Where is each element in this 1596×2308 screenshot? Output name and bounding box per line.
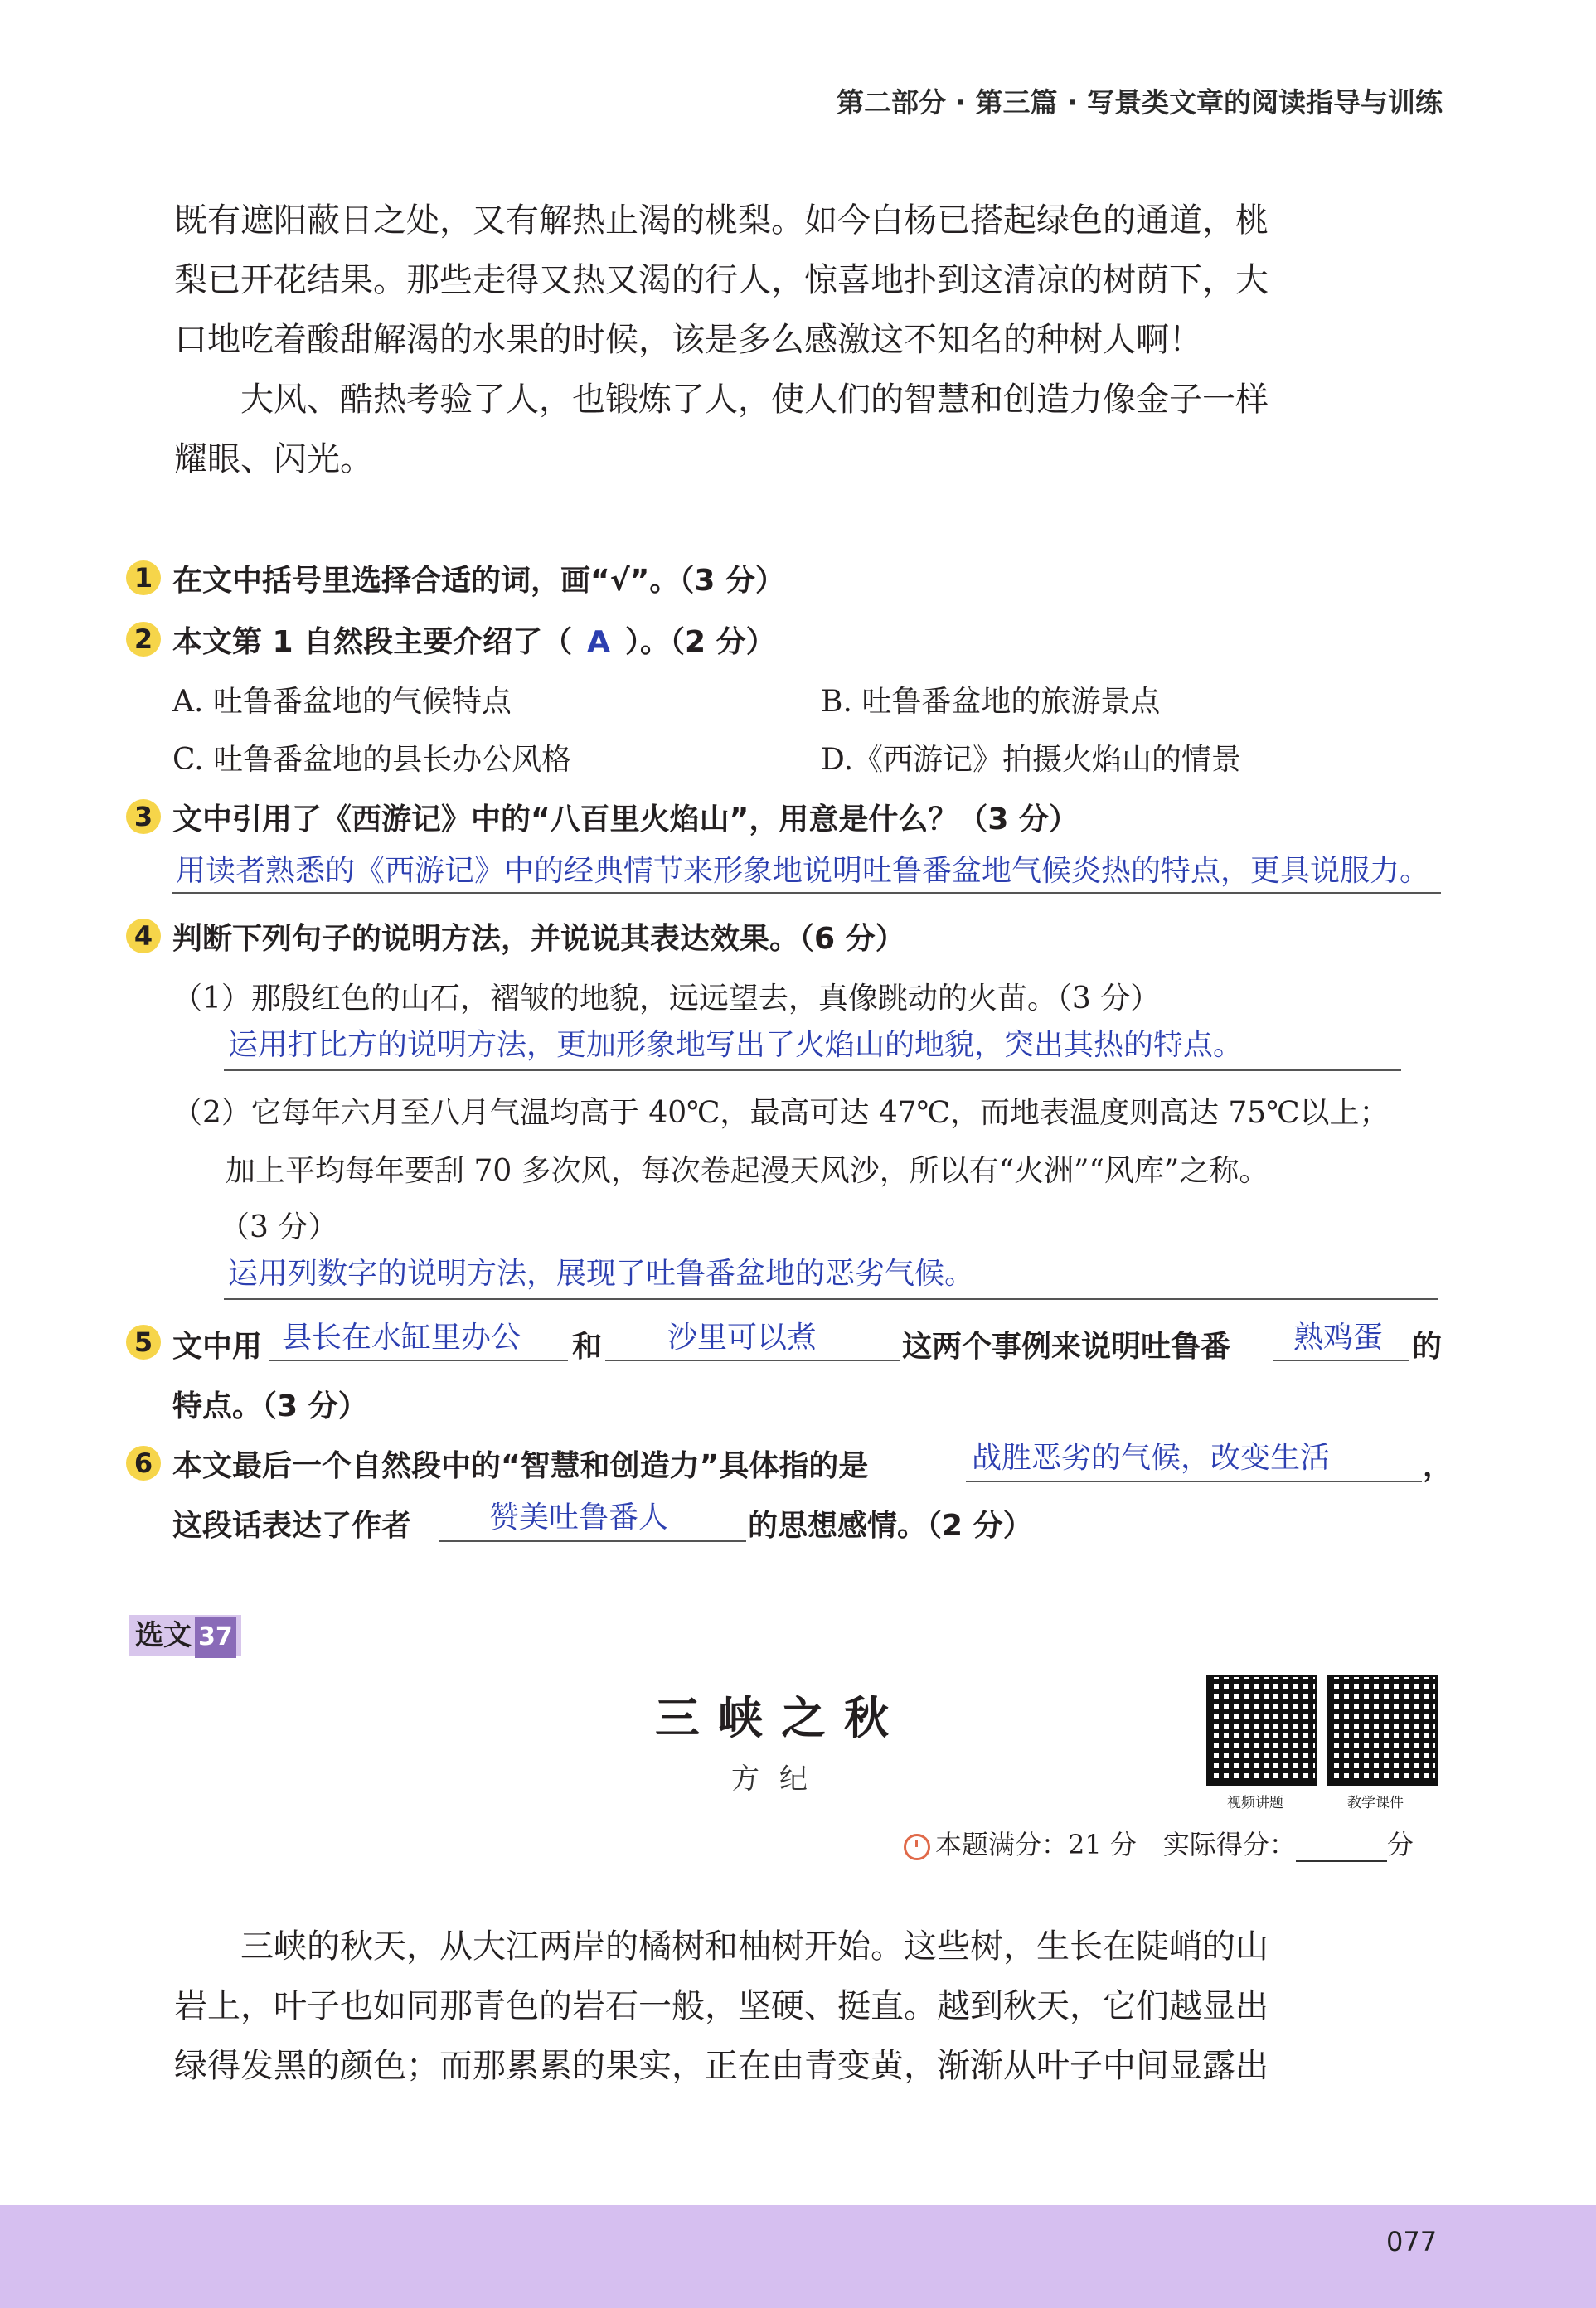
passage-line: 耀眼、闪光。: [174, 440, 373, 478]
question-5-part: 和: [572, 1330, 603, 1364]
question-1-text: 在文中括号里选择合适的词，画“√”。（3 分）: [172, 564, 785, 598]
option-b: B. 吐鲁番盆地的旅游景点: [821, 685, 1161, 719]
question-number-badge: 2: [126, 622, 161, 657]
article-author: 方纪: [731, 1763, 827, 1796]
question-6-part: 的思想感情。（2 分）: [748, 1509, 1033, 1543]
blank-line: [966, 1481, 1422, 1482]
question-5-answer-3: 熟鸡蛋: [1293, 1321, 1384, 1355]
passage-line: 三峡的秋天，从大江两岸的橘树和柚树开始。这些树，生长在陡峭的山: [174, 1927, 1269, 1966]
question-6-answer-1: 战胜恶劣的气候，改变生活: [972, 1441, 1331, 1475]
clock-icon: [904, 1834, 930, 1860]
blank-line: [439, 1540, 746, 1542]
question-2-after: ）。（2 分）: [625, 625, 776, 659]
option-d: D.《西游记》拍摄火焰山的情景: [821, 743, 1242, 777]
blank-line: [269, 1360, 568, 1361]
question-number-badge: 3: [126, 799, 161, 834]
answer-line: [224, 1069, 1401, 1071]
option-a: A. 吐鲁番盆地的气候特点: [172, 685, 512, 719]
passage-line: 大风、酷热考验了人，也锻炼了人，使人们的智慧和创造力像金子一样: [174, 381, 1269, 419]
qr-code-icon[interactable]: [1327, 1675, 1438, 1786]
running-header: 第二部分 · 第三篇 · 写景类文章的阅读指导与训练: [836, 86, 1443, 119]
question-4-answer-2: 运用列数字的说明方法，展现了吐鲁番盆地的恶劣气候。: [228, 1257, 975, 1291]
score-blank: [1296, 1835, 1387, 1862]
question-4-sub-2-line: （2）它每年六月至八月气温均高于 40℃，最高可达 47℃，而地表温度则高达 75℃以上；: [172, 1096, 1390, 1130]
question-5-part: 文中用: [172, 1330, 263, 1364]
question-5-part: 的: [1412, 1330, 1443, 1364]
score-line: [904, 1824, 1414, 1862]
question-6-answer-2: 赞美吐鲁番人: [489, 1501, 669, 1535]
qr-label-courseware: 教学课件: [1347, 1795, 1404, 1811]
question-6-part: ，: [1423, 1449, 1453, 1483]
question-4-sub-2-line: 加上平均每年要刮 70 多次风，每次卷起漫天风沙，所以有“火洲”“风库”之称。: [226, 1154, 1269, 1188]
question-3-text: 文中引用了《西游记》中的“八百里火焰山”，用意是什么？（3 分）: [172, 802, 1079, 836]
qr-code-icon[interactable]: [1206, 1675, 1317, 1786]
article-title: 三峡之秋: [655, 1691, 907, 1744]
passage-line: 梨已开花结果。那些走得又热又渴的行人，惊喜地扑到这清凉的树荫下，大: [174, 261, 1269, 299]
question-4-text: 判断下列句子的说明方法，并说说其表达效果。（6 分）: [172, 922, 905, 956]
question-4-sub-2-line: （3 分）: [220, 1210, 338, 1244]
score-unit: 分: [1386, 1829, 1414, 1860]
passage-line: 岩上，叶子也如同那青色的岩石一般，坚硬、挺直。越到秋天，它们越显出: [174, 1987, 1269, 2025]
question-5-part: 特点。（3 分）: [172, 1389, 368, 1423]
question-6-part: 这段话表达了作者: [172, 1509, 412, 1543]
question-number-badge: 4: [126, 919, 161, 953]
question-6-part: 本文最后一个自然段中的“智慧和创造力”具体指的是: [172, 1449, 869, 1483]
question-5-answer-2: 沙里可以煮: [667, 1321, 817, 1355]
question-2-text: [172, 618, 776, 661]
passage-line: 绿得发黑的颜色；而那累累的果实，正在由青变黄，渐渐从叶子中间显露出: [174, 2047, 1269, 2085]
page-number: 077: [1386, 2226, 1438, 2257]
footer-band: [0, 2205, 1596, 2308]
question-2-answer: A: [587, 625, 610, 659]
question-3-answer: 用读者熟悉的《西游记》中的经典情节来形象地说明吐鲁番盆地气候炎热的特点，更具说服力。: [176, 854, 1430, 888]
question-number-badge: 1: [126, 560, 161, 595]
blank-line: [1273, 1360, 1409, 1361]
passage-line: 口地吃着酸甜解渴的水果的时候，该是多么感激这不知名的种树人啊！: [174, 321, 1202, 359]
question-4-sub-1: （1）那殷红色的山石，褶皱的地貌，远远望去，真像跳动的火苗。（3 分）: [172, 982, 1161, 1016]
option-c: C. 吐鲁番盆地的县长办公风格: [172, 743, 572, 777]
answer-line: [172, 892, 1441, 894]
score-text: 本题满分：21 分 实际得分：: [935, 1829, 1296, 1860]
question-4-answer-1: 运用打比方的说明方法，更加形象地写出了火焰山的地貌，突出其热的特点。: [228, 1028, 1244, 1062]
question-2-before: 本文第 1 自然段主要介绍了（: [172, 625, 573, 659]
passage-line: 既有遮阳蔽日之处，又有解热止渴的桃梨。如今白杨已搭起绿色的通道，桃: [174, 201, 1269, 240]
question-5-answer-1: 县长在水缸里办公: [282, 1321, 521, 1355]
question-5-part: 这两个事例来说明吐鲁番: [902, 1330, 1231, 1364]
question-number-badge: 5: [126, 1325, 161, 1360]
section-label: 选文: [135, 1619, 192, 1652]
section-number: 37: [195, 1617, 236, 1658]
blank-line: [605, 1360, 900, 1361]
section-tag: [129, 1615, 241, 1656]
question-number-badge: 6: [126, 1446, 161, 1481]
qr-label-video: 视频讲题: [1227, 1795, 1283, 1811]
answer-line: [224, 1298, 1438, 1300]
